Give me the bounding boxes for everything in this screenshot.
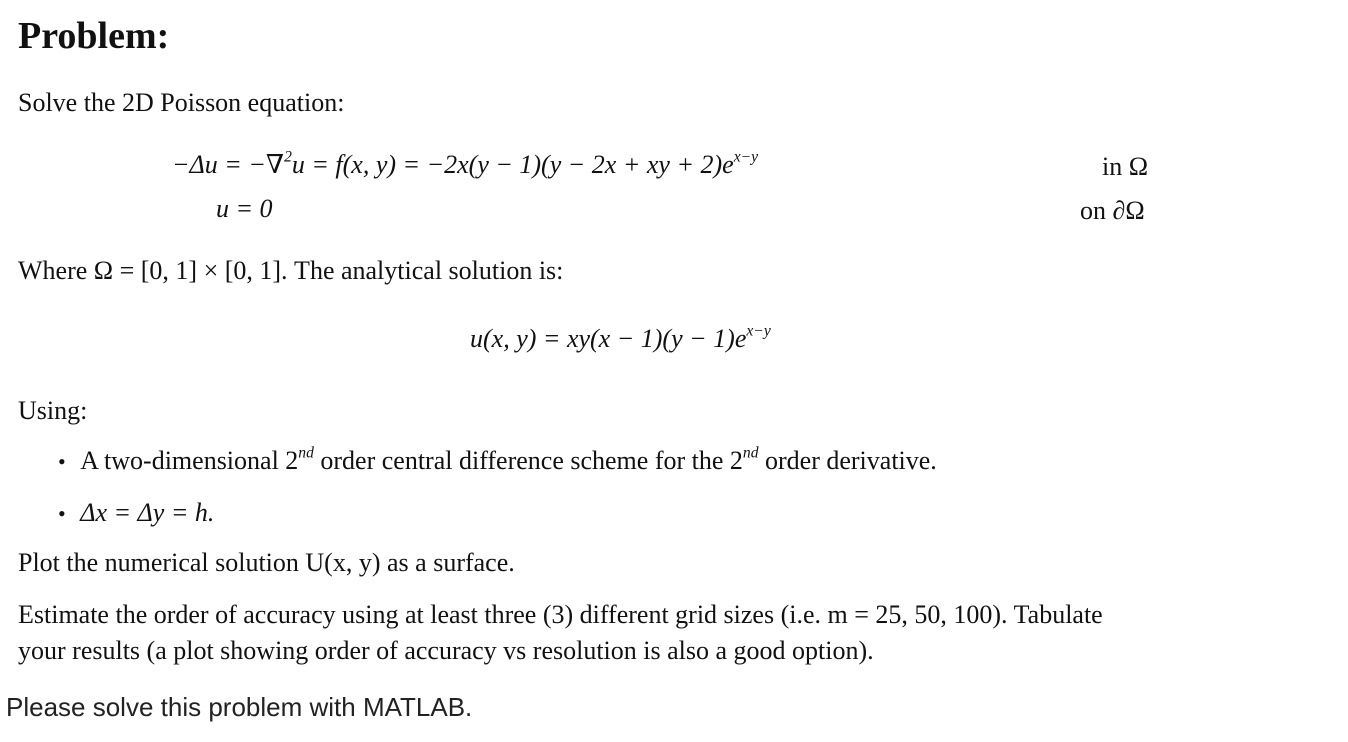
- bullet-2: • Δx = Δy = h.: [58, 498, 215, 527]
- problem-title: Problem:: [18, 15, 170, 57]
- where-text: Where Ω = [0, 1] × [0, 1]. The analytical solution is:: [18, 256, 564, 285]
- using-label: Using:: [18, 396, 88, 425]
- bullet-dot: •: [58, 501, 66, 526]
- equation-1-domain: in Ω: [1102, 152, 1149, 181]
- analytical-solution: u(x, $y) = xy(x - 1)(y - 1)e^{x-y}$: [470, 322, 771, 353]
- equation-2: u = 0: [216, 194, 273, 223]
- bullet-1: • A two-dimensional 2nd order central difference scheme for the 2nd order derivative.: [58, 444, 937, 475]
- intro-text: Solve the 2D Poisson equation:: [18, 88, 345, 117]
- footer-request: Please solve this problem with MATLAB.: [6, 692, 473, 722]
- estimate-line-2: your results (a plot showing order of accuracy vs resolution is also a good option).: [18, 636, 874, 665]
- plot-text: Plot the numerical solution U(x, y) as a surface.: [18, 548, 515, 577]
- equation-1: −Δu = −∇$^2$u = f(x, y) = −2x(y − 1)(y − 2x + xy + $2)e^{x-y}$: [172, 148, 759, 179]
- bullet-dot: •: [58, 449, 66, 474]
- equation-2-domain: on ∂Ω: [1080, 196, 1145, 225]
- estimate-line-1: Estimate the order of accuracy using at least three (3) different grid sizes (i.e. m = 25, 50, 100). Tabulate: [18, 600, 1103, 629]
